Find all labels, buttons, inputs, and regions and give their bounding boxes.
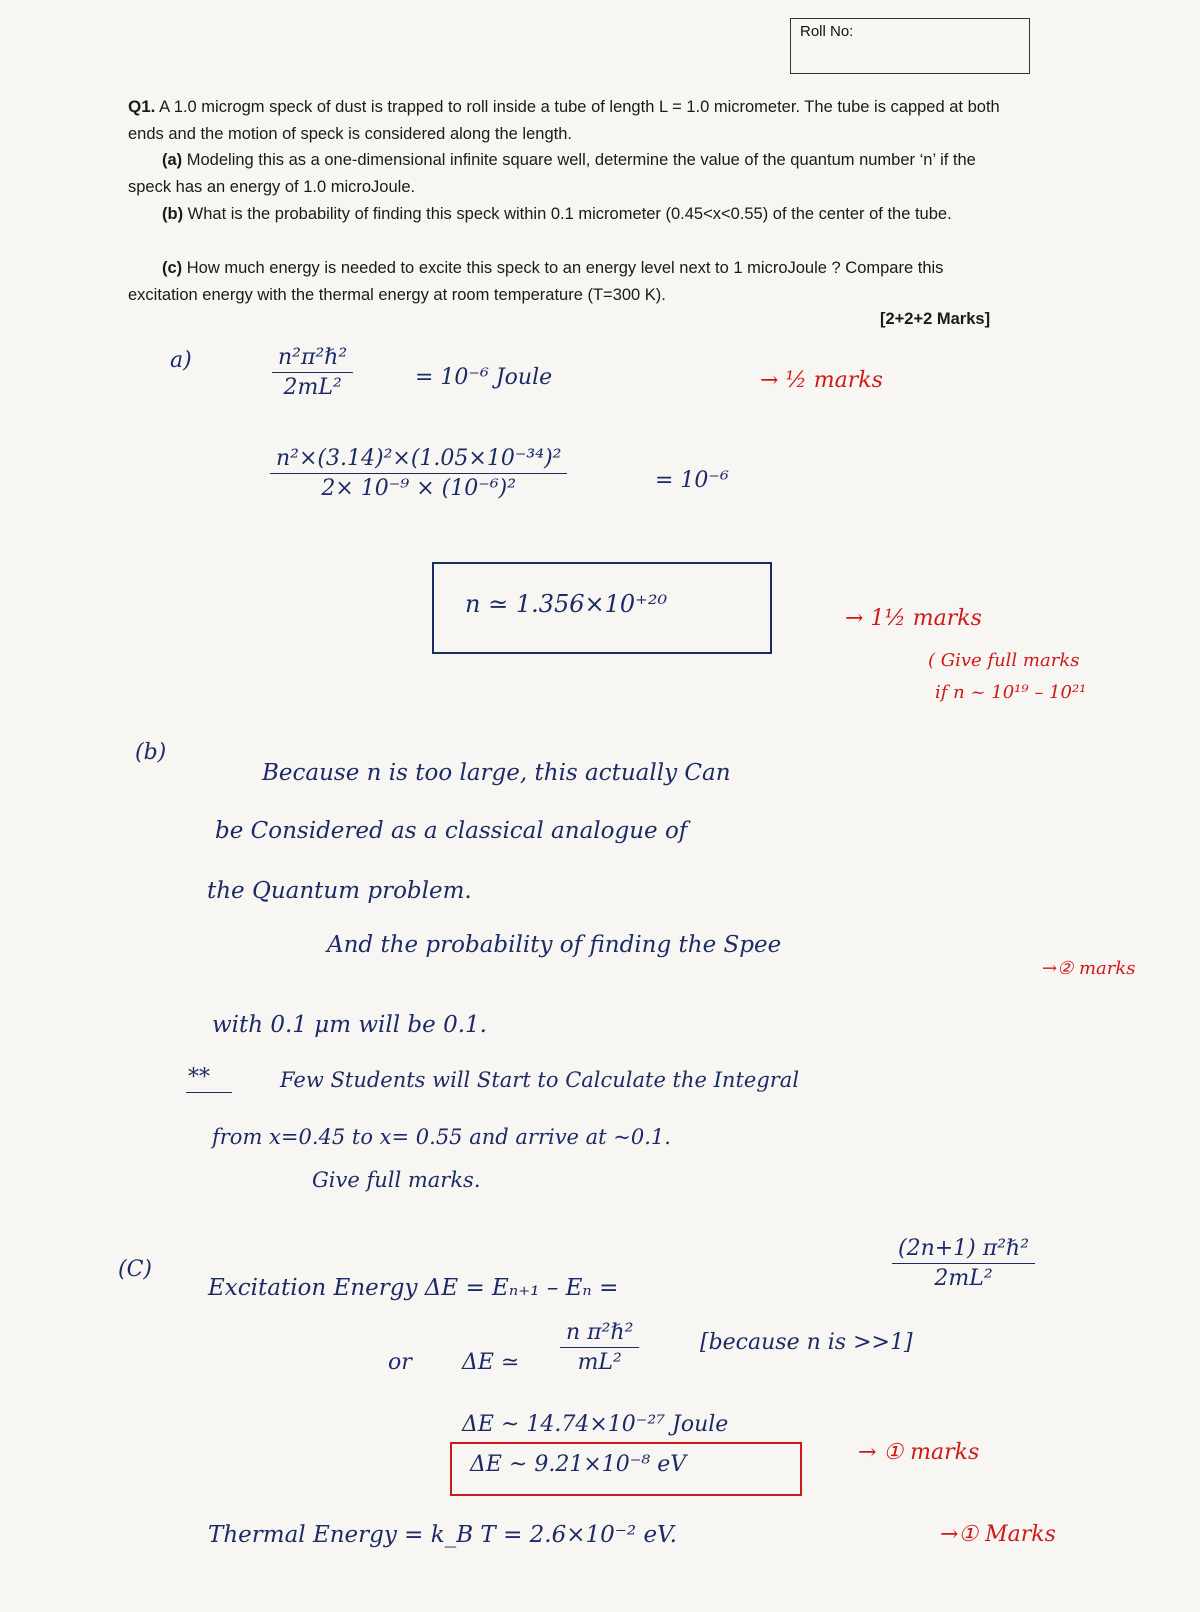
roll-number-box — [790, 18, 1030, 74]
answer-b-stars-underline — [186, 1092, 232, 1093]
eq1-denominator: 2mL² — [283, 375, 342, 400]
part-c-label: (c) — [162, 259, 183, 277]
question-part-c — [128, 255, 1013, 309]
answer-c-mark2-note: →① Marks — [940, 1522, 1056, 1547]
answer-a-mark1-note: → ½ marks — [760, 368, 883, 393]
answer-c-frac2-den: mL² — [577, 1350, 622, 1375]
answer-a-mark2-note: → 1½ marks — [845, 606, 982, 631]
answer-c-line1: Excitation Energy ΔE = Eₙ₊₁ – Eₙ = — [208, 1275, 619, 1301]
answer-b-marks-note: →② marks — [1042, 958, 1136, 979]
part-b-text: What is the probability of finding this speck within 0.1 micrometer (0.45<x<0.55) of the center of the tube. — [187, 205, 952, 223]
answer-b-line5: with 0.1 μm will be 0.1. — [212, 1012, 487, 1038]
answer-c-or: or — [388, 1350, 412, 1375]
answer-c-line3: ΔE ~ 14.74×10⁻²⁷ Joule — [462, 1412, 729, 1437]
answer-b-line1: Because n is too large, this actually Can — [262, 760, 731, 786]
part-c-text: How much energy is needed to excite this speck to an energy level next to 1 microJoule ? Compare this excitation energy with the thermal energy at room temperature (T=300 K). — [128, 259, 944, 304]
answer-b-line6: Few Students will Start to Calculate the Integral — [280, 1068, 800, 1092]
answer-c-frac2 — [560, 1320, 639, 1375]
question-intro-text: A 1.0 microgm speck of dust is trapped to roll inside a tube of length L = 1.0 micrometer. The tube is capped at both ends and the motion of speck is considered along the length. — [128, 98, 1000, 143]
answer-a-result: n ≃ 1.356×10⁺²⁰ — [465, 590, 668, 618]
eq1-numerator: n²π²ℏ² — [272, 345, 353, 373]
answer-b-line8: Give full marks. — [312, 1168, 481, 1192]
answer-c-line2-note: [because n is >>1] — [700, 1330, 913, 1355]
answer-c-mark1-note: → ① marks — [858, 1440, 980, 1465]
answer-a-eq1-rhs: = 10⁻⁶ Joule — [415, 365, 553, 390]
answer-a-eq2-rhs: = 10⁻⁶ — [655, 468, 729, 493]
marks-total: [2+2+2 Marks] — [880, 310, 991, 328]
part-a-text: Modeling this as a one-dimensional infinite square well, determine the value of the quantum number ‘n’ if the speck has an energy of 1.0 microJoule. — [128, 151, 976, 196]
answer-a-label: a) — [170, 348, 192, 373]
answer-c-frac2-num: n π²ℏ² — [560, 1320, 639, 1348]
answer-a-eq1-fraction — [272, 345, 353, 400]
eq2-numerator: n²×(3.14)²×(1.05×10⁻³⁴)² — [270, 446, 567, 474]
question-number: Q1. — [128, 97, 156, 116]
part-b-label: (b) — [162, 205, 184, 223]
answer-b-label: (b) — [135, 740, 167, 765]
answer-b-line4: And the probability of finding the Spee — [327, 932, 782, 958]
answer-a-full-marks-note-1: ( Give full marks — [928, 650, 1080, 671]
answer-b-stars: ** — [188, 1065, 210, 1090]
answer-a-full-marks-note-2: if n ~ 10¹⁹ – 10²¹ — [935, 682, 1087, 703]
part-a-label: (a) — [162, 151, 183, 169]
answer-b-line7: from x=0.45 to x= 0.55 and arrive at ~0.1. — [212, 1125, 671, 1149]
answer-c-line5: Thermal Energy = k_B T = 2.6×10⁻² eV. — [208, 1522, 677, 1548]
answer-b-line3: the Quantum problem. — [207, 878, 472, 904]
answer-a-eq2-fraction — [270, 446, 567, 501]
answer-c-line4: ΔE ~ 9.21×10⁻⁸ eV — [470, 1452, 687, 1477]
question-intro — [128, 93, 1013, 148]
roll-number-label: Roll No: — [800, 23, 854, 40]
answer-c-label: (C) — [118, 1257, 152, 1282]
eq2-denominator: 2× 10⁻⁹ × (10⁻⁶)² — [321, 476, 517, 501]
answer-b-line2: be Considered as a classical analogue of — [215, 818, 688, 844]
question-part-b — [128, 201, 1013, 228]
answer-c-frac1-den: 2mL² — [934, 1266, 993, 1291]
answer-c-frac1-num: (2n+1) π²ℏ² — [892, 1236, 1035, 1264]
answer-c-frac1 — [892, 1236, 1035, 1291]
question-part-a — [128, 147, 1013, 201]
answer-c-line2-lhs: ΔE ≃ — [462, 1350, 520, 1375]
